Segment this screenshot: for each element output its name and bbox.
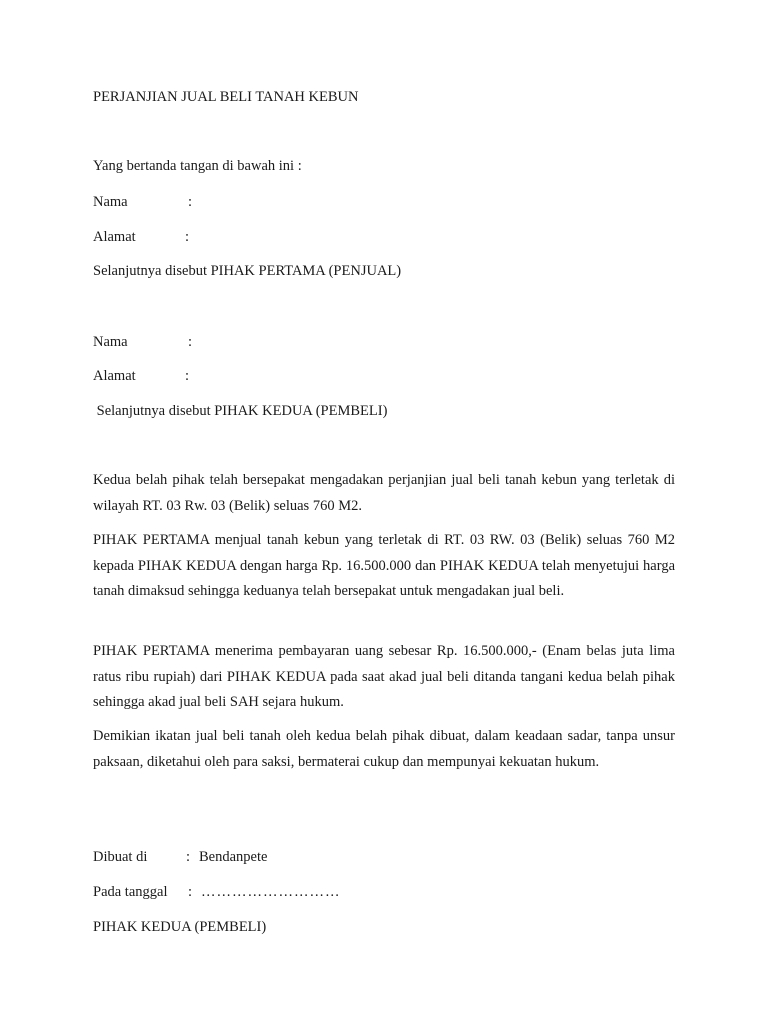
paragraph-agreement: Kedua belah pihak telah bersepakat mengadakan perjanjian jual beli tanah kebun yang terletak di wilayah RT. 03 Rw. 03 (Belik) seluas 760 M2. [93,472,675,514]
party1-designation: Selanjutnya disebut PIHAK PERTAMA (PENJUAL) [93,263,402,279]
party2-address-label: Alamat [93,368,136,384]
paragraph-payment: PIHAK PERTAMA menerima pembayaran uang sebesar Rp. 16.500.000,- (Enam belas juta lima ratus ribu rupiah) dari PIHAK KEDUA pada saat akad jual beli ditanda tangani kedua belah pihak sehingga akad jual beli SAH sejara hukum. [93,643,675,710]
party1-name-colon: : [188,194,193,210]
party1-address-colon: : [185,229,190,245]
date-colon: : [188,884,193,900]
party2-name-colon: : [188,334,193,350]
party1-address-row [93,228,493,246]
place-row [93,848,493,866]
party2-address-row [93,367,493,385]
party2-address-colon: : [185,368,190,384]
intro-text: Yang bertanda tangan di bawah ini : [93,158,302,174]
party1-name-label: Nama [93,194,128,210]
place-label: Dibuat di [93,849,148,865]
paragraph-closing-statement: Demikian ikatan jual beli tanah oleh kedua belah pihak dibuat, dalam keadaan sadar, tanpa unsur paksaan, diketahui oleh para saksi, bermaterai cukup dan mempunyai kekuatan hukum. [93,728,675,770]
place-value: Bendanpete [199,849,268,865]
date-label: Pada tanggal [93,884,168,900]
party1-name-row [93,193,493,211]
party2-name-label: Nama [93,334,128,350]
paragraph-sale: PIHAK PERTAMA menjual tanah kebun yang terletak di RT. 03 RW. 03 (Belik) seluas 760 M2 kepada PIHAK KEDUA dengan harga Rp. 16.500.000 dan PIHAK KEDUA telah menyetujui harga tanah dimaksud sehingga keduanya telah bersepakat untuk mengadakan jual beli. [93,532,675,599]
signatory-label: PIHAK KEDUA (PEMBELI) [93,919,267,935]
party2-name-row [93,333,493,351]
party2-designation: Selanjutnya disebut PIHAK KEDUA (PEMBELI) [93,403,388,419]
place-colon: : [186,849,191,865]
party1-address-label: Alamat [93,229,136,245]
document-title: PERJANJIAN JUAL BELI TANAH KEBUN [93,89,359,105]
date-value: ……………………… [201,884,341,900]
date-row [93,883,493,901]
